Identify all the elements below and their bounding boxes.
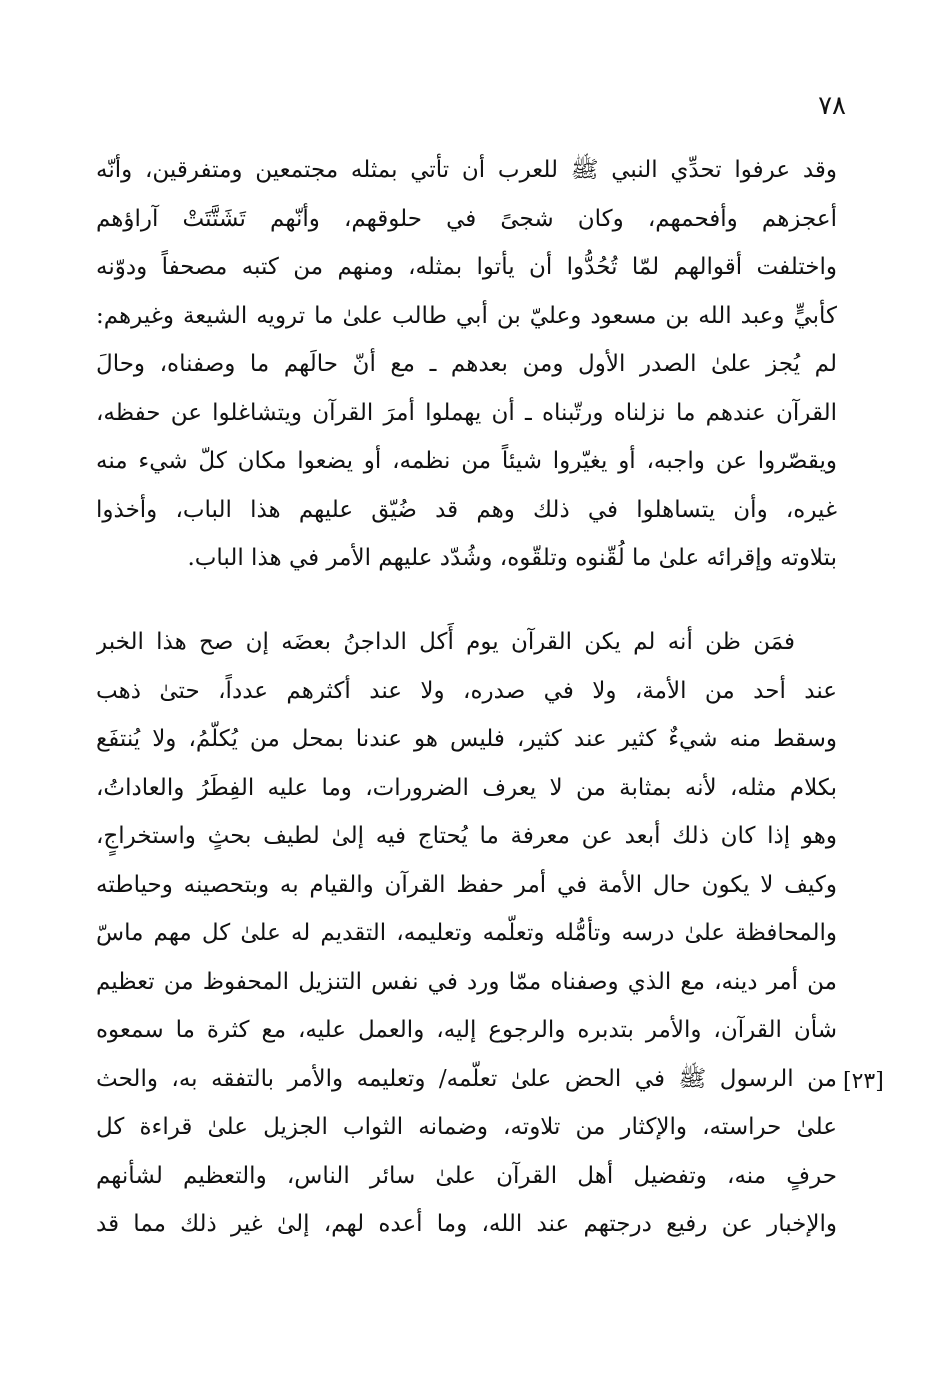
- text-line: شأن القرآن، والأمر بتدبره والرجوع إليه، والعمل عليه، مع كثرة ما سمعوه: [96, 1017, 837, 1043]
- text-line: وقد عرفوا تحدِّي النبي ﷺ للعرب أن تأتي بمثله مجتمعين ومتفرقين، وأنّه: [96, 157, 837, 183]
- text-line: بتلاوته وإقرائه علىٰ ما لُقّنوه وتلقّوه، وشُدّد عليهم الأمر في هذا الباب.: [187, 545, 837, 571]
- text-line: وكيف لا يكون حال الأمة في أمر حفظ القرآن والقيام به وبتحصينه وحياطته: [96, 871, 837, 898]
- text-line: غيره، وأن يتساهلوا في ذلك وهم قد ضُيّق عليهم هذا الباب، وأخذوا: [96, 496, 837, 523]
- text-line: عند أحد من الأمة، ولا في صدره، ولا عند أكثرهم عدداً، حتىٰ ذهب: [96, 677, 837, 704]
- text-line: القرآن عندهم ما نزلناه ورتّبناه ـ أن يهملوا أمرَ القرآن ويتشاغلوا عن حفظه،: [96, 399, 837, 426]
- text-line: وسقط منه شيءٌ كثير عند كثير، فليس هو عندنا بمحل من يُكلّمُ، ولا يُنتفَع: [96, 726, 837, 752]
- page-number: ٧٨: [818, 91, 846, 121]
- text-line: كأبيٍّ وعبد الله بن مسعود وعليّ بن أبي طالب علىٰ ما ترويه الشيعة وغيرهم:: [96, 302, 837, 329]
- text-line: أعجزهم وأفحمهم، وكان شجىً في حلوقهم، وأنّهم تَشَتَّتَتْ آراؤهم: [96, 205, 837, 232]
- text-line: بكلام مثله، لأنه بمثابة من لا يعرف الضرورات، وما عليه الفِطَرُ والعاداتُ،: [96, 774, 837, 801]
- text-line: من الرسول ﷺ في الحض علىٰ تعلّمه/ وتعليمه والأمر بالتفقه به، والحث: [96, 1065, 837, 1092]
- text-line: من أمر دينه، مع الذي وصفناه ممّا ورد في نفس التنزيل المحفوظ من تعظيم: [96, 968, 837, 995]
- paragraph-2: [96, 618, 837, 1249]
- text-line: لم يُجز علىٰ الصدر الأول ومن بعدهم ـ مع أنّ حالَهم ما وصفناه، وحالَ: [96, 351, 837, 377]
- text-line: حرفٍ منه، وتفضيل أهل القرآن علىٰ سائر الناس، والتعظيم لشأنهم: [96, 1162, 837, 1189]
- margin-page-reference: [٢٣]: [843, 1069, 884, 1094]
- text-line: والإخبار عن رفيع درجتهم عند الله، وما أعده لهم، إلىٰ غير ذلك مما قد: [96, 1211, 837, 1237]
- text-line: فمَن ظن أنه لم يكن القرآن يوم أَكل الداجنُ بعضَه إن صح هذا الخبر: [96, 629, 795, 655]
- text-line: ويقصّروا عن واجبه، أو يغيّروا شيئاً من نظمه، أو يضعوا مكان كلّ شيء منه: [96, 448, 837, 474]
- text-line: وهو إذا كان ذلك أبعد عن معرفة ما يُحتاج فيه إلىٰ لطيف بحثٍ واستخراجٍ،: [96, 823, 837, 849]
- text-line: والمحافظة علىٰ درسه وتأمُّله وتعلّمه وتعليمه، التقديم له علىٰ كل مهم ماسّ: [96, 920, 837, 946]
- text-line: واختلفت أقوالهم لمّا تُحُدُّوا أن يأتوا بمثله، ومنهم من كتبه مصحفاً ودوّنه: [96, 254, 837, 280]
- paragraph-1: [96, 146, 837, 583]
- text-line: علىٰ حراسته، والإكثار من تلاوته، وضمانه الثواب الجزيل علىٰ قراءة كل: [96, 1114, 837, 1140]
